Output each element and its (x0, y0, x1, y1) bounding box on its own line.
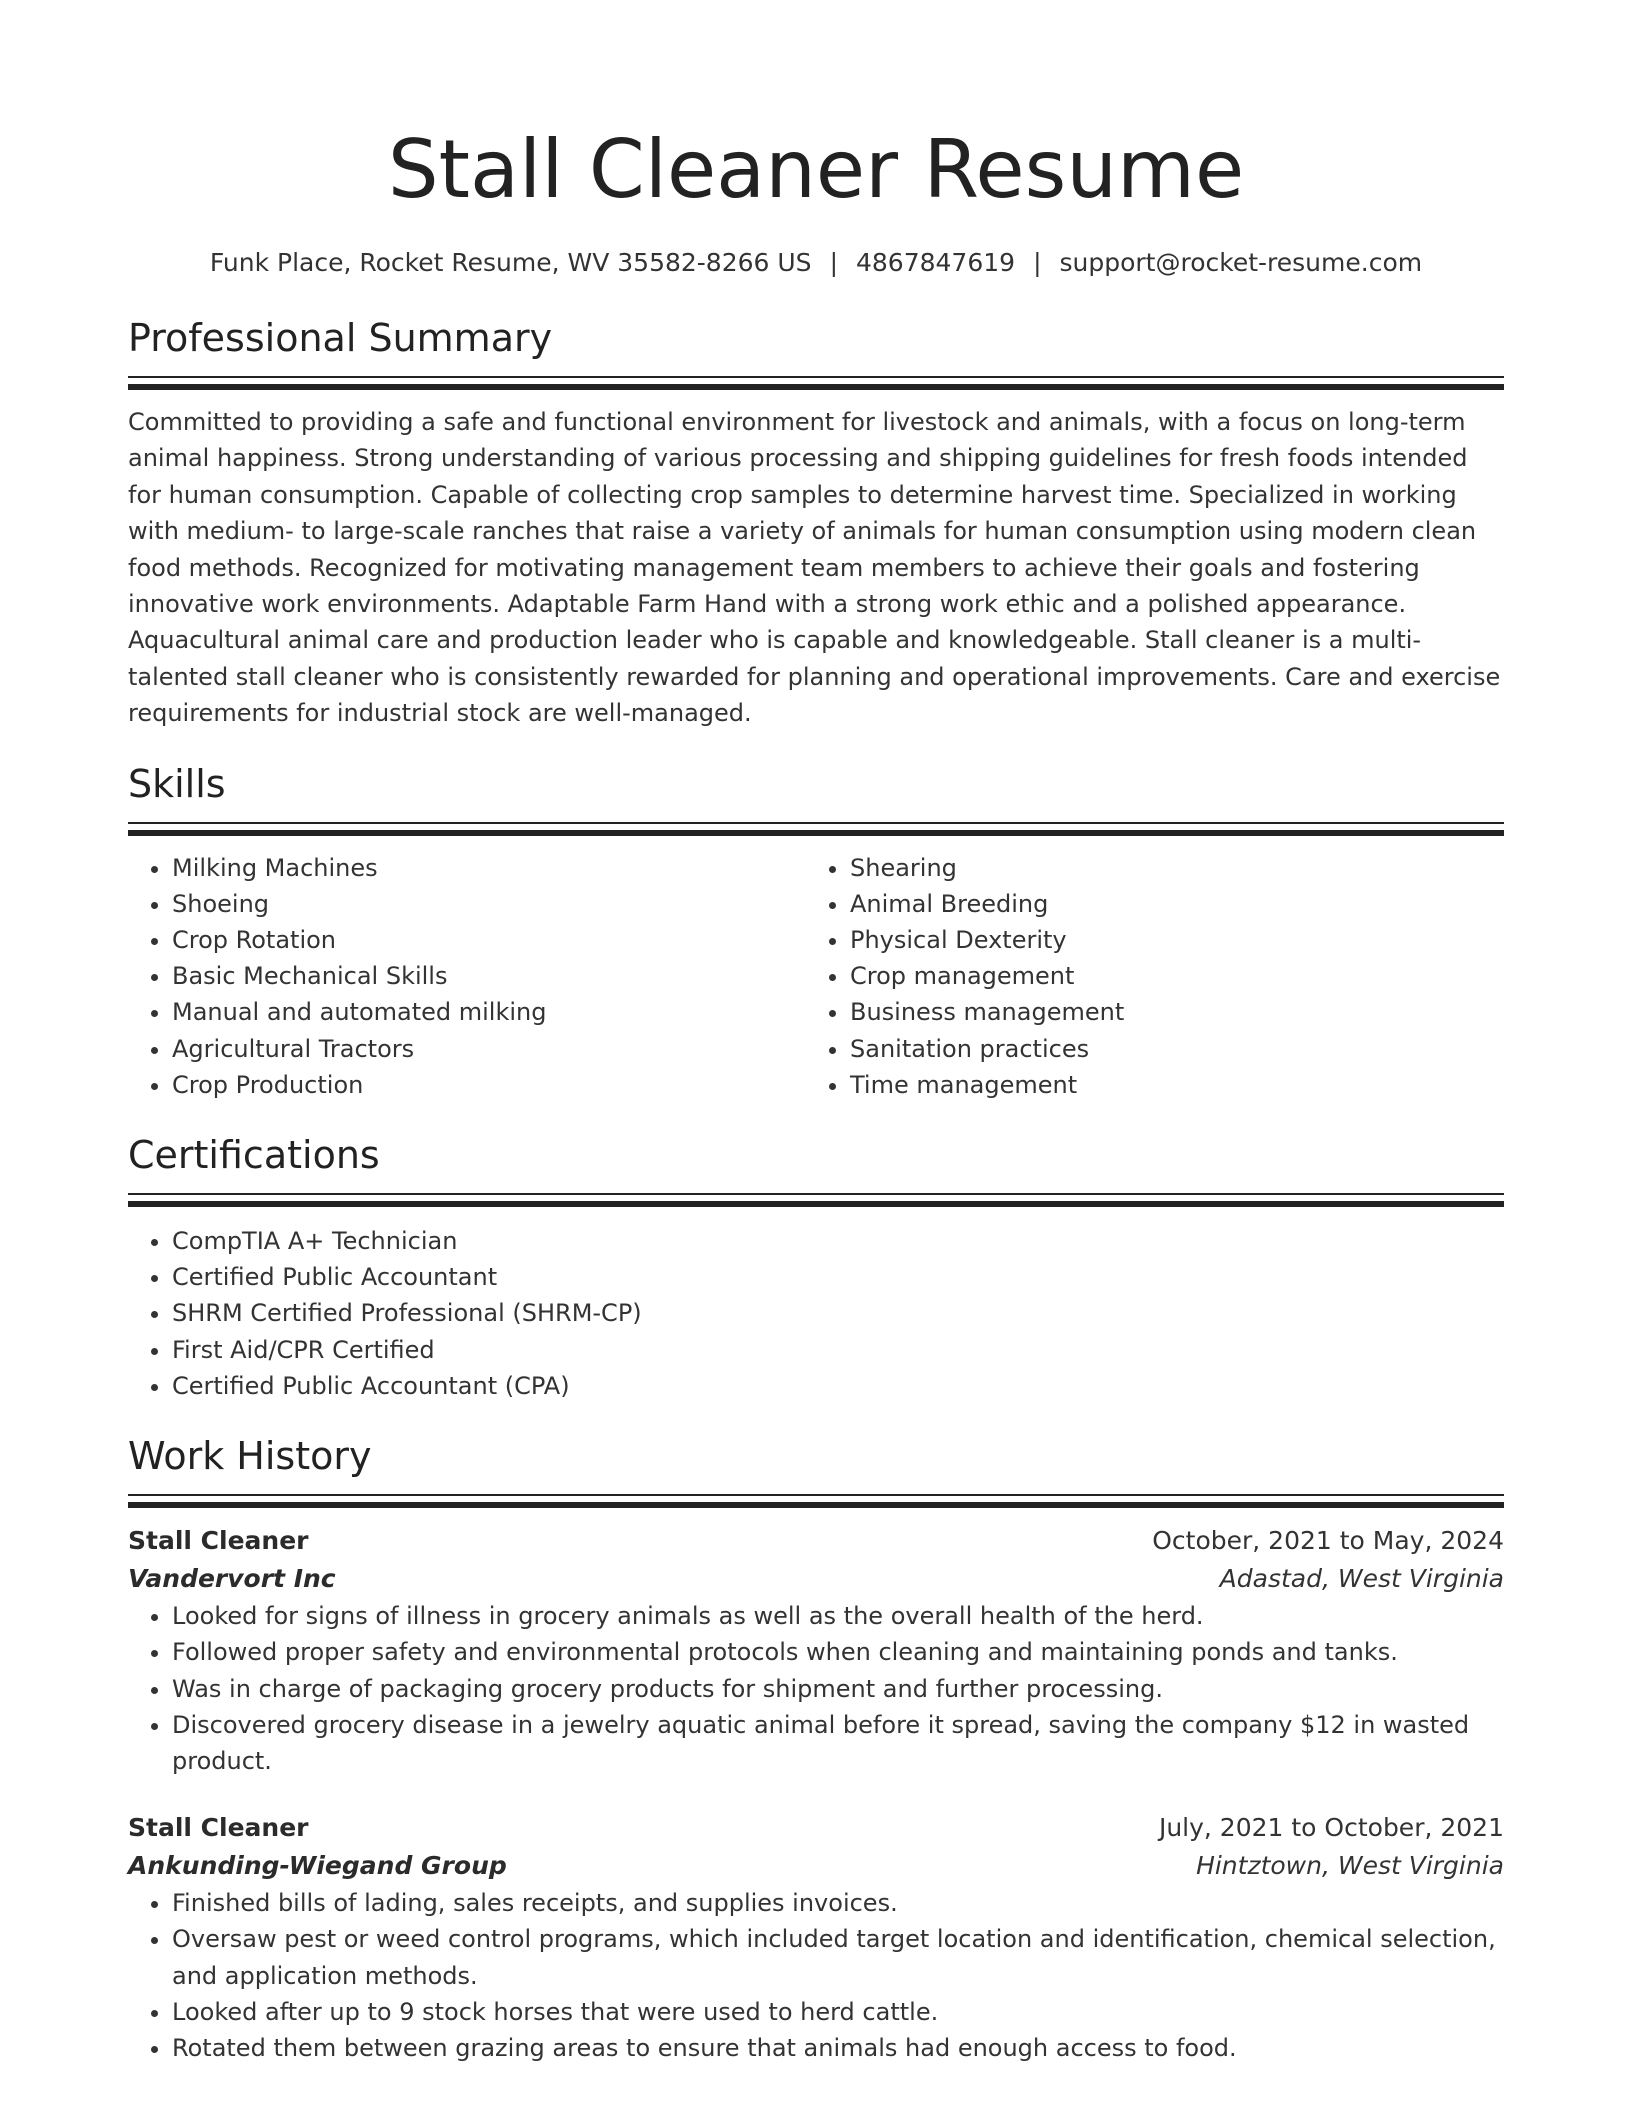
resume-page (128, 0, 1504, 2066)
certifications-section (128, 1131, 1504, 1404)
job-company: Ankunding-Wiegand Group (128, 1851, 507, 1881)
job-title: Stall Cleaner (128, 1526, 309, 1556)
skill-item: • Shearing (850, 850, 1484, 886)
job-subheader (128, 1560, 1504, 1598)
section-divider-thick (128, 384, 1504, 390)
job-bullet: • Looked for signs of illness in grocery animals as well as the overall health of the herd. (172, 1598, 1504, 1634)
skill-item: • Time management (850, 1067, 1484, 1103)
skills-section (128, 760, 1504, 1103)
skills-list-right (806, 850, 1484, 1103)
contact-phone: 4867847619 (856, 248, 1016, 277)
certifications-list (128, 1223, 1504, 1404)
skill-item: • Business management (850, 994, 1484, 1030)
contact-separator: | (829, 248, 838, 277)
section-divider-thick (128, 1502, 1504, 1508)
work-history-section (128, 1432, 1504, 2066)
resume-title: Stall Cleaner Resume (387, 123, 1245, 216)
job-bullet: • Followed proper safety and environmental protocols when cleaning and maintaining ponds and tanks. (172, 1634, 1504, 1670)
contact-line (128, 246, 1504, 280)
skills-columns (128, 850, 1504, 1103)
job-bullet: • Finished bills of lading, sales receipts, and supplies invoices. (172, 1885, 1504, 1921)
contact-address: Funk Place, Rocket Resume, WV 35582-8266 US (209, 248, 812, 277)
job-location: Hintztown, West Virginia (1196, 1851, 1504, 1881)
job-bullet: • Discovered grocery disease in a jewelry aquatic animal before it spread, saving the company $12 in wasted product. (172, 1707, 1504, 1779)
certification-item: • First Aid/CPR Certified (172, 1332, 1504, 1368)
job-header (128, 1522, 1504, 1560)
skill-item: • Manual and automated milking (172, 994, 806, 1030)
job-header (128, 1809, 1504, 1847)
summary-text: Committed to providing a safe and functional environment for livestock and animals, with a focus on long-term animal happiness. Strong understanding of various processing and shipping guidelines for fresh foods intended for human consumption. Capable of collecting crop samples to determine harvest time. Specialized in working with medium- to large-scale ranches that raise a variety of animals for human consumption using modern clean food methods. Recognized for motivating management team members to achieve their goals and fostering innovative work environments. Adaptable Farm Hand with a strong work ethic and a polished appearance. Aquacultural animal care and production leader who is capable and knowledgeable. Stall cleaner is a multi-talented stall cleaner who is consistently rewarded for planning and operational improvements. Care and exercise requirements for industrial stock are well-managed. (128, 408, 1501, 728)
skill-item: • Physical Dexterity (850, 922, 1484, 958)
skill-item: • Sanitation practices (850, 1031, 1484, 1067)
section-divider (128, 1193, 1504, 1195)
section-divider-thick (128, 1201, 1504, 1207)
job-bullets (128, 1598, 1504, 1779)
skill-item: • Crop management (850, 958, 1484, 994)
skills-column-right (806, 850, 1484, 1103)
contact-separator: | (1033, 248, 1042, 277)
job-location: Adastad, West Virginia (1219, 1564, 1504, 1594)
skill-item: • Animal Breeding (850, 886, 1484, 922)
certification-item: • CompTIA A+ Technician (172, 1223, 1504, 1259)
certification-item: • Certified Public Accountant (172, 1259, 1504, 1295)
skill-item: • Agricultural Tractors (172, 1031, 806, 1067)
section-divider-thick (128, 830, 1504, 836)
section-heading-certifications: Certifications (128, 1133, 380, 1178)
job-dates: October, 2021 to May, 2024 (1152, 1526, 1504, 1556)
job-bullets (128, 1885, 1504, 2066)
skill-item: • Milking Machines (172, 850, 806, 886)
certification-item: • SHRM Certified Professional (SHRM-CP) (172, 1295, 1504, 1331)
summary-section (128, 314, 1504, 732)
skill-item: • Crop Rotation (172, 922, 806, 958)
section-divider (128, 822, 1504, 824)
section-heading-work-history: Work History (128, 1434, 372, 1479)
section-divider (128, 376, 1504, 378)
job-subheader (128, 1847, 1504, 1885)
skills-column-left (128, 850, 806, 1103)
job-entry (128, 1809, 1504, 2066)
job-entry (128, 1522, 1504, 1779)
job-company: Vandervort Inc (128, 1564, 336, 1594)
section-divider (128, 1494, 1504, 1496)
skill-item: • Crop Production (172, 1067, 806, 1103)
job-dates: July, 2021 to October, 2021 (1158, 1813, 1504, 1843)
job-bullet: • Was in charge of packaging grocery products for shipment and further processing. (172, 1671, 1504, 1707)
skill-item: • Basic Mechanical Skills (172, 958, 806, 994)
skill-item: • Shoeing (172, 886, 806, 922)
job-bullet: • Oversaw pest or weed control programs, which included target location and identification, chemical selection, and application methods. (172, 1921, 1504, 1993)
section-heading-summary: Professional Summary (128, 316, 553, 360)
contact-email: support@rocket-resume.com (1059, 248, 1423, 277)
skills-list-left (128, 850, 806, 1103)
certification-item: • Certified Public Accountant (CPA) (172, 1368, 1504, 1404)
job-bullet: • Looked after up to 9 stock horses that were used to herd cattle. (172, 1994, 1504, 2030)
job-title: Stall Cleaner (128, 1813, 309, 1843)
job-bullet: • Rotated them between grazing areas to ensure that animals had enough access to food. (172, 2030, 1504, 2066)
section-heading-skills: Skills (128, 761, 226, 806)
